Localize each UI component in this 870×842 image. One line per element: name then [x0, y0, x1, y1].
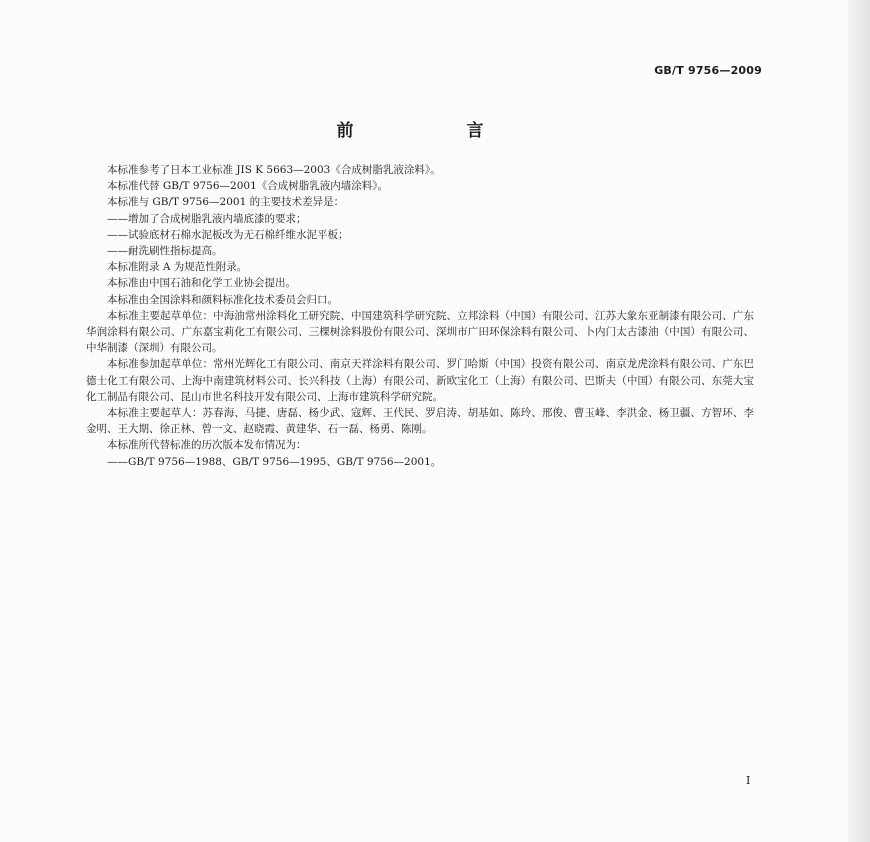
- foreword-body: [86, 162, 754, 470]
- paragraph: 本标准与 GB/T 9756—2001 的主要技术差异是：: [107, 196, 345, 209]
- page-number: I: [746, 774, 751, 787]
- list-item: ——试验底材石棉水泥板改为无石棉纤维水泥平板；: [107, 228, 349, 241]
- list-item: ——增加了合成树脂乳液内墙底漆的要求；: [107, 212, 307, 225]
- paragraph: 本标准附录 A 为规范性附录。: [107, 261, 248, 274]
- paragraph: 本标准代替 GB/T 9756—2001《合成树脂乳液内墙涂料》。: [107, 180, 389, 193]
- paragraph: 本标准主要起草人：苏春海、马捷、唐磊、杨少武、寇辉、王代民、罗启涛、胡基如、陈玲、邢俊、曹玉峰、李洪金、杨卫疆、方智环、李金明、王大期、徐正林、曾一文、赵晓霞、黄建华、石一磊、杨勇、陈刚。: [86, 407, 754, 436]
- page-title: 前 言: [336, 121, 532, 141]
- paragraph: 本标准参加起草单位：常州光辉化工有限公司、南京天祥涂料有限公司、罗门哈斯（中国）投资有限公司、南京龙虎涂料有限公司、广东巴德士化工有限公司、上海中南建筑材料公司、长兴科技（上海）有限公司、新欧宝化工（上海）有限公司、巴斯夫（中国）有限公司、东莞大宝化工制品有限公司、昆山市世名科技开发有限公司、上海市建筑科学研究院。: [86, 358, 754, 403]
- list-item: ——耐洗刷性指标提高。: [107, 245, 223, 258]
- paragraph: 本标准由中国石油和化学工业协会提出。: [107, 277, 296, 290]
- list-item: ——GB/T 9756—1988、GB/T 9756—1995、GB/T 9756—2001。: [107, 455, 442, 468]
- paragraph: 本标准主要起草单位：中海油常州涂料化工研究院、中国建筑科学研究院、立邦涂料（中国）有限公司、江苏大象东亚制漆有限公司、广东华润涂料有限公司、广东嘉宝莉化工有限公司、三棵树涂料股份有限公司、深圳市广田环保涂料有限公司、卜内门太古漆油（中国）有限公司、中华制漆（深圳）有限公司。: [86, 309, 754, 355]
- paragraph: 本标准由全国涂料和颜料标准化技术委员会归口。: [107, 293, 338, 306]
- page-edge-shadow: [848, 0, 870, 842]
- paragraph: 本标准所代替标准的历次版本发布情况为：: [107, 439, 307, 452]
- paragraph: 本标准参考了日本工业标准 JIS K 5663—2003《合成树脂乳液涂料》。: [107, 164, 441, 176]
- standard-code: GB/T 9756—2009: [654, 64, 762, 77]
